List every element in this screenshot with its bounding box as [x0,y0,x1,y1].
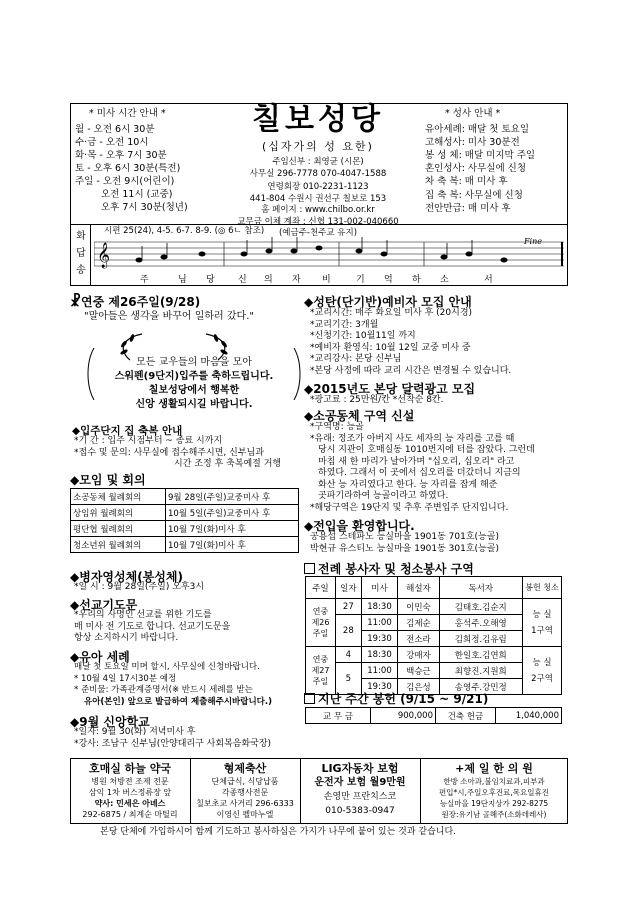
psalm-label [74,228,88,279]
calendar-ad-title: ◆2015년도 본당 달력광고 모집 [304,382,476,396]
church-name: 칠보성당 [252,102,384,137]
school-line: *강사: 조남구 신부님(안양대리구 사회복음화국장) [74,738,272,749]
lyric: 억 [384,275,393,285]
mass-times-title: * 미사 시간 안내 * [89,108,166,119]
meeting-name: 평단협 월례회의 [71,521,166,537]
ad-line: 이영신 펠마누엘 [216,810,274,819]
col-header: 봉헌 청소 [523,577,562,599]
infant-line: * 준비물: 가족관계증명서(※ 반드시 세례를 받는 [74,685,253,695]
date-cell: 5 [336,663,362,695]
time-cell: 19:30 [361,679,398,695]
mission-line: 항상 소지하시기 바랍니다. [74,633,179,643]
psalm-lyrics [94,272,564,284]
week-label: 연중 제26 주일 [306,599,336,647]
mass-time-line: 토 - 오후 6시 30분(특전) [75,162,181,174]
calendar-ad-line: *광고료 : 25만원/칸 *선착순 8칸. [310,395,444,405]
week-label: 연중 제27 주일 [306,647,336,695]
community-body [310,422,535,514]
community-line: 당시 지관이 호매실동 1010번지에 터를 잡았다. 그런데 [318,445,535,455]
community-line: *구역명: 능골 [310,422,364,432]
infant-line: * 10월 4일 17시30분 예정 [74,673,177,684]
lyric: 님 [178,275,187,285]
cleaning-cell: 능 실 2구역 [523,647,562,695]
lyric: 하 [412,275,421,285]
sacrament-line: 집 축 복: 사무실에 신청 [425,189,523,201]
community-title: ◆소공동체 구역 신설 [304,409,415,423]
sacrament-line: 유아세례: 매달 첫 토요일 [425,123,530,135]
blessing-title: ◆입주단지 집 축복 안내 [72,425,183,437]
community-line: 화산 능 자리였다고 한다. 능 자리를 잡게 해준 [318,479,498,490]
ads-divider [420,758,421,824]
mission-body [74,610,230,645]
sunday-title: ☧연중 제26주일(9/28) [70,294,201,310]
collection-title: 지난 주간 봉헌 (9/15 ~ 9/21) [304,690,488,707]
psalm-reference: 시편 25(24), 4-5. 6-7. 8-9. (◎ 6ㄴ 참조) [104,226,265,236]
table-row [306,647,562,663]
ad-title: +제 일 한 의 원 [455,762,533,775]
church-info-line: 연령회장 010-2231-1123 [267,182,369,192]
mass-time-line: 월 - 오전 6시 30분 [75,123,155,135]
psalm-label-char: 화 [76,231,86,242]
table-row [71,489,299,505]
cleaning-cell: 능 실 1구역 [523,599,562,647]
sacrament-line: 전안만급: 매 미사 후 [425,202,511,214]
time-cell: 18:30 [361,647,398,663]
sacrament-line: 혼인성사: 사무실에 신청 [425,163,527,175]
table-row [71,537,299,553]
welcome-line: 칠보성당에서 행복한 [148,385,240,396]
table-row [306,577,562,599]
transfer-title: ◆전입을 환영합니다. [304,519,415,533]
catechumen-line: *교리기간: 3개월 [310,319,379,330]
ministry-table [305,576,562,695]
meeting-time: 10월 7일(화)미사 후 [166,537,299,553]
fine-mark: Fine [524,237,542,246]
church-info-line: 교무금 이체 계좌 : 신협 131-002-040660 [237,216,399,227]
lyric: 기 [356,275,365,285]
psalm-label-char: 송 [76,265,86,276]
ads-divider [300,758,301,824]
reader-cell: 홍석주.오해영 [439,615,522,631]
meetings-table [70,488,299,553]
transfer-line: 공용섭 스테파노 능실마을 1901동 701호(능골) [310,532,499,542]
ad-line: 292-6875 / 최계순 마틸리 [82,810,178,819]
church-info-line: (예금주-천주교 유지) [278,228,358,238]
transfer-line: 박현규 유스티노 능실마을 1901동 301호(능골) [310,543,499,554]
catechumen-line: *교리강사: 본당 신부님 [310,354,402,364]
ad-line: 010-5383-0947 [325,806,395,816]
blessing-line: *기 간 : 입주 시점부터 ~ 종료 시까지 [74,436,223,446]
lyric: 의 [264,275,273,285]
date-cell: 4 [336,647,362,663]
table-row [71,521,299,537]
meeting-time: 9월 28일(주일)교중미사 후 [166,489,299,505]
sick-communion-line: *일 시 : 9월 28일(주일) 오후3시 [74,582,205,592]
reader-cell: 송영주.강민정 [439,679,522,695]
date-cell: 28 [336,615,362,647]
commentator-cell: 이민숙 [398,599,439,615]
church-block [218,104,418,240]
commentator-cell: 백승근 [398,663,439,679]
lyric: 자 [292,275,301,285]
mission-line: *우리의 사명인 선교를 위한 기도를 [74,610,212,620]
mission-title: ◆선교기도문 [70,598,138,612]
ad-line: 삼익 1차 버스정류장 앞 [88,788,172,797]
sacrament-line: 봉 성 체: 매달 미지막 주일 [425,149,536,161]
reader-cell: 한일호.김연희 [439,647,522,663]
church-info-line: 홈 페이지 : www.chilbo.or.kr [261,205,375,215]
blessing-body [74,436,281,471]
ad-line: 한방 소아과,불임치료과,피부과 [443,777,545,786]
lyric: 당 [206,275,215,285]
collection-value: 900,000 [371,708,436,724]
infant-baptism-title: ◆유아 세례 [70,650,130,664]
meeting-name: 상임위 월례회의 [71,505,166,521]
faith-school-title: ◆9월 신앙학교 [70,715,150,729]
psalm-divider [90,224,91,286]
welcome-line: 스워펜(9단지)입주를 축하드립니다. [114,371,274,382]
ad-butcher [192,760,298,820]
welcome-line: 모든 교우들의 마음을 모아 [136,357,252,368]
sacraments-title: * 성사 안내 * [445,108,501,119]
infant-line: 유아(본인) 앞으로 발급하여 제출해주시바랍니다.) [84,696,272,707]
table-row [71,505,299,521]
sunday-quote: "말아들은 생각을 바꾸어 일하러 갔다." [84,311,254,322]
ads-divider [190,758,191,824]
community-line: 마침 새 한 마리가 날아가며 "십오리, 십오리" 라고 [318,456,515,467]
faith-school-body [74,727,271,750]
footer-text: 본당 단체에 가입하시어 함께 기도하고 봉사하심은 가지가 나무에 붙어 있는 것과 같습니다. [100,827,457,837]
meeting-name: 청소년위 월례회의 [71,537,166,553]
mass-times [75,108,215,214]
ad-title: LIG자동차 보험 [321,762,399,775]
commentator-cell: 김제순 [398,615,439,631]
ad-line: 능실마을 19단지상가 292-8275 [439,799,549,808]
community-line: 하였다. 그래서 이 곳에서 십오리를 더갔더니 지금의 [318,468,521,478]
psalm-label-char: 답 [76,248,86,259]
community-line: 곳파기라하여 능골이라고 하였다. [318,491,449,501]
community-line: *해당구역은 19단지 및 추후 주변입주 단지입니다. [310,502,509,513]
meeting-name: 소공동체 월례회의 [71,489,166,505]
col-header: 미사 [361,577,398,599]
school-line: *일자: 9월 30(화) 저녁미사 후 [74,727,196,737]
commentator-cell: 김은성 [398,679,439,695]
catechumen-line: *신청기간: 10월11일 까지 [310,331,416,341]
collection-table [305,707,562,724]
mass-time-line: 화·목 - 오후 7시 30분 [75,149,167,161]
ad-line: 약사: 민세은 아녜스 [94,799,166,808]
mass-time-line: 오후 7시 30분(청년) [101,201,188,213]
table-row [306,599,562,615]
ad-line: 운전자 보험 월9만원 [314,777,406,788]
sick-communion-title: ◆병자영성체(봉성체) [70,570,183,584]
collection-label: 건축 헌금 [436,708,496,724]
infant-baptism-body [74,662,272,708]
time-cell: 11:00 [361,615,398,631]
blessing-line: 시간 조정 후 축복예절 거행 [174,459,282,469]
ad-clinic [422,760,566,820]
catechumen-title: ◆성탄(단기반)예비자 모집 안내 [304,295,472,309]
welcome-line: 신앙 생활되시길 바랍니다. [135,399,253,410]
ad-line: 손영만 프란치스코 [323,792,397,802]
lyric: 주 [140,275,149,285]
ad-insurance [302,760,418,818]
catechumen-line: *교리시간: 매주 화요일 미사 후 (20시경) [310,308,473,318]
mass-time-line: 주일 - 오전 9시(어린이) [75,175,175,187]
col-header: 주일 [306,577,336,599]
lyric: 소 [440,275,449,285]
community-line: *유래: 정조가 아버지 사도 세자의 능 자리를 고를 때 [310,433,515,444]
time-cell: 18:30 [361,599,398,615]
meeting-time: 10월 5일(주일)교중미사 후 [166,505,299,521]
infant-line: 매달 첫 토요일 미며 할시, 사무실에 신청바랍니다. [74,662,260,672]
ad-title: 형제축산 [223,762,267,775]
meetings-title: ◆모임 및 회의 [70,473,146,487]
commentator-cell: 강매자 [398,647,439,663]
church-info-line: 441-804 수원시 권선구 칠보로 153 [249,193,387,204]
reader-cell: 최향진.지원희 [439,663,522,679]
ad-line: 편입*시,주일오후진료,목요일휴진 [439,788,549,797]
catechumen-line: *본당 사정에 따라 교리 시간은 변경될 수 있습니다. [310,365,512,376]
mass-time-line: 수·금 - 오전 10시 [75,136,149,148]
transfer-body [310,532,499,555]
lyric: 신 [238,275,247,285]
mission-line: 매 미사 전 기도로 합니다. 선교기도문을 [74,621,231,632]
lyric: 비 [322,275,331,285]
ribbon-scroll-right [290,348,304,400]
collection-label: 교 무 금 [306,708,371,724]
col-header: 일자 [336,577,362,599]
music-staff [94,236,564,274]
ad-title: 호매실 하늘 약국 [88,762,172,775]
blessing-line: *접수 및 문의: 사무실에 접수해주시면, 신부님과 [74,447,264,458]
col-header: 독서자 [439,577,522,599]
sacraments [425,108,565,215]
ad-line: 원장:유기남 골혜주(소화데레사) [441,810,547,819]
lyric: 서 [484,275,493,285]
table-row [306,708,562,724]
time-cell: 11:00 [361,663,398,679]
mass-time-line: 오전 11시 (교중) [101,188,173,200]
catechumen-line: *예비자 환영식: 10월 12일 교중 미사 중 [310,342,471,353]
ad-line: 단체급식, 식당납품 [211,777,279,786]
welcome-message [96,356,292,412]
commentator-cell: 전소라 [398,631,439,647]
meeting-time: 10월 7일(화)미사 후 [166,521,299,537]
ad-line: 각종행사전문 [221,788,269,797]
church-info-line: 주임신부 : 최영균 (시몬) [272,157,364,167]
collection-value: 1,040,000 [496,708,562,724]
checkbox-icon [304,563,315,574]
sacrament-line: 고해성사: 미사 30분전 [425,136,520,148]
date-cell: 27 [336,599,362,615]
ad-line: 칠보초교 사거리 296-6333 [196,799,294,808]
church-patron: (십자가의 성 요한) [262,140,374,153]
reader-cell: 김태호.김순지 [439,599,522,615]
sacrament-line: 차 축 복: 매 미사 후 [425,176,508,188]
reader-cell: 김희정.김유림 [439,631,522,647]
ministry-title: 전례 봉사자 및 청소봉사 구역 [304,560,474,577]
ad-line: 병원 처방전 조제 전문 [91,777,169,786]
chi-rho-icon: ☧ [70,294,81,310]
svg-text:𝄞: 𝄞 [97,243,111,268]
church-info-line: 사무실 296-7778 070-4047-1588 [249,168,387,179]
checkbox-icon [304,693,315,704]
col-header: 해설자 [398,577,439,599]
ad-pharmacy [72,760,188,820]
catechumen-body [310,308,511,377]
time-cell: 19:30 [361,631,398,647]
